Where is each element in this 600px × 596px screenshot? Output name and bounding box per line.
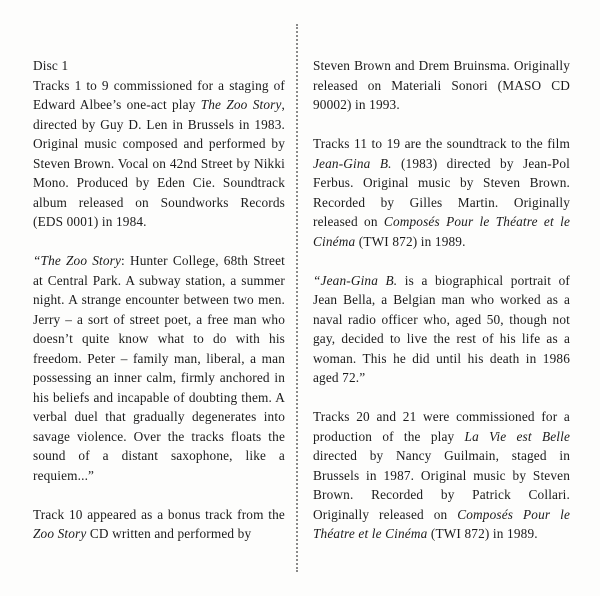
paragraph-jean-gina-quote: “Jean-Gina B. is a biographical portrait of Jean Bella, a Belgian man who worked as a naval radio officer who, aged 50, though not gay, decided to live the rest of his life as a woman. This he did until his death in 1986 aged 72.” [313, 272, 570, 385]
disc-label: Disc 1 [33, 58, 69, 73]
paragraph-tracks-20-21: Tracks 20 and 21 were commissioned for a production of the play La Vie est Belle directed by Nancy Guilmain, staged in Brussels in 1987. Original music by Steven Brown. Recorded by Patrick Collari. Originally released on Composés Pour le Théatre et le Cinéma (TWI 872) in 1989. [313, 409, 571, 541]
paragraph-zoo-story-quote: “The Zoo Story: Hunter College, 68th Street at Central Park. A subway station, a summer night. A strange encounter between two men. Jerry – a sort of street poet, a free man who doesn’t quite know what to do with his freedom. Peter – family man, liberal, a man possessing an inner calm, firmly anchored in his beliefs and incapable of doubting them. A verbal duel that gradually degenerates into savage violence. Over the tracks floats the sound of a distant saxophone, like a requiem...” [33, 253, 285, 483]
left-column [33, 56, 285, 563]
paragraph-tracks-11-19: Tracks 11 to 19 are the soundtrack to the film Jean-Gina B. (1983) directed by Jean-Pol Ferbus. Original music by Steven Brown. Recorded by Gilles Martin. Originally released on Composés Pour le Théatre et le Cinéma (TWI 872) in 1989. [313, 136, 570, 249]
right-column [313, 56, 570, 563]
paragraph-tracks-1-9: Tracks 1 to 9 commissioned for a staging of Edward Albee’s one-act play The Zoo Story, directed by Guy D. Len in Brussels in 1983. Original music composed and performed by Steven Brown. Vocal on 42nd Street by Nikki Mono. Produced by Eden Cie. Soundtrack album released on Soundworks Records (EDS 0001) in 1984. [33, 77, 285, 229]
paragraph-track-10-continued: Steven Brown and Drem Bruinsma. Originally released on Materiali Sonori (MASO CD 90002) in 1993. [313, 58, 570, 112]
paragraph-track-10: Track 10 appeared as a bonus track from the Zoo Story CD written and performed by [33, 506, 285, 541]
column-divider [296, 24, 298, 572]
